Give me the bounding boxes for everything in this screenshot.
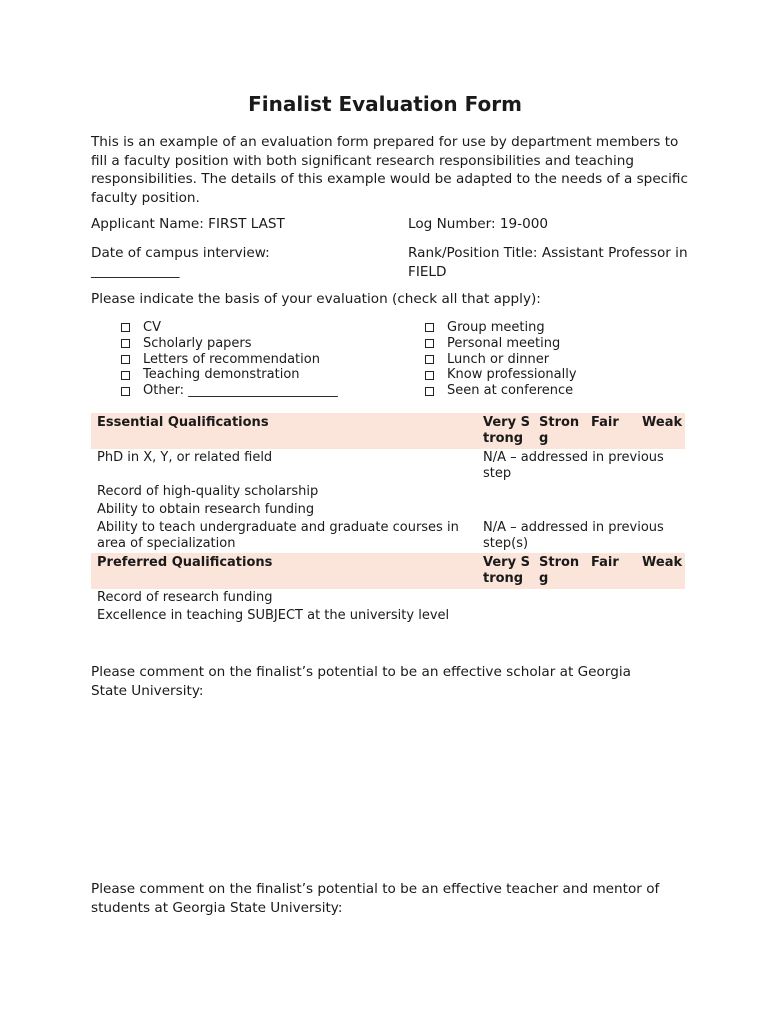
table-row xyxy=(91,449,685,483)
table-row xyxy=(91,589,685,607)
rating-fair: Fair xyxy=(584,413,635,449)
checkbox-icon[interactable] xyxy=(425,371,434,380)
checkbox-icon[interactable] xyxy=(425,387,434,396)
checkbox-icon[interactable] xyxy=(425,323,434,332)
qualification-label: Ability to teach undergraduate and graduate courses in area of specialization xyxy=(97,520,459,551)
rating-fair: Fair xyxy=(584,553,635,589)
preferred-header-row xyxy=(91,553,685,589)
checkbox-icon[interactable] xyxy=(121,387,130,396)
qualification-note: N/A – addressed in previous step(s) xyxy=(483,520,664,551)
log-number: Log Number: 19-000 xyxy=(408,216,549,232)
checkbox-label: Personal meeting xyxy=(447,335,561,351)
qualification-label: Excellence in teaching SUBJECT at the university level xyxy=(97,608,450,623)
qualification-note xyxy=(476,501,685,519)
qualification-label: Ability to obtain research funding xyxy=(97,502,315,517)
checkbox-label: Seen at conference xyxy=(447,383,574,399)
checkbox-icon[interactable] xyxy=(121,371,130,380)
intro-paragraph: This is an example of an evaluation form prepared for use by department members to fill a faculty position with both significant research responsibilities and teaching responsibilities. The details of this example would be adapted to the needs of a specific faculty position. xyxy=(91,134,688,206)
checkbox-label: Know professionally xyxy=(447,367,577,383)
basis-prompt: Please indicate the basis of your evaluation (check all that apply): xyxy=(91,291,541,307)
comment-teacher-prompt: Please comment on the finalist’s potential to be an effective teacher and mentor of students at Georgia State University: xyxy=(91,881,660,916)
checkbox-label: Lunch or dinner xyxy=(447,351,550,367)
qualification-note xyxy=(476,483,685,501)
checkbox-item[interactable] xyxy=(425,352,577,368)
rating-very-strong: Very Strong xyxy=(476,553,532,589)
checkbox-item[interactable] xyxy=(121,320,338,336)
checkbox-icon[interactable] xyxy=(425,339,434,348)
checkbox-item[interactable] xyxy=(425,367,577,383)
qualification-label: Record of research funding xyxy=(97,590,273,605)
rating-strong: Strong xyxy=(532,413,584,449)
checkbox-label: CV xyxy=(143,320,161,335)
rating-strong: Strong xyxy=(532,553,584,589)
rating-weak: Weak xyxy=(635,413,685,449)
checkbox-label: Other: _______________________ xyxy=(143,383,338,399)
checkbox-label: Letters of recommendation xyxy=(143,351,320,367)
checkbox-item[interactable] xyxy=(425,383,577,399)
qualification-note: N/A – addressed in previous step xyxy=(483,450,664,481)
applicant-name: Applicant Name: FIRST LAST xyxy=(91,216,285,232)
basis-checklist-right xyxy=(425,320,577,399)
form-title: Finalist Evaluation Form xyxy=(248,92,522,116)
table-row xyxy=(91,501,685,519)
basis-checklist-left xyxy=(121,320,338,399)
checkbox-label: Scholarly papers xyxy=(143,335,252,351)
checkbox-item[interactable] xyxy=(121,352,338,368)
preferred-heading: Preferred Qualifications xyxy=(91,553,476,589)
table-row xyxy=(91,483,685,501)
checkbox-label: Group meeting xyxy=(447,320,545,335)
checkbox-item[interactable] xyxy=(425,320,577,336)
checkbox-icon[interactable] xyxy=(121,355,130,364)
checkbox-icon[interactable] xyxy=(121,339,130,348)
essential-heading: Essential Qualifications xyxy=(91,413,476,449)
checkbox-icon[interactable] xyxy=(425,355,434,364)
qualification-note xyxy=(476,589,685,607)
comment-scholar-prompt: Please comment on the finalist’s potential to be an effective scholar at Georgia State University: xyxy=(91,664,631,699)
table-row xyxy=(91,607,685,625)
table-row xyxy=(91,519,685,553)
rating-very-strong: Very Strong xyxy=(476,413,532,449)
checkbox-item[interactable] xyxy=(121,383,338,399)
essential-header-row xyxy=(91,413,685,449)
checkbox-item[interactable] xyxy=(121,367,338,383)
qualifications-table xyxy=(91,413,685,625)
campus-interview-blank[interactable]: _____________ xyxy=(91,263,180,279)
qualification-label: Record of high-quality scholarship xyxy=(97,484,319,499)
checkbox-item[interactable] xyxy=(121,336,338,352)
checkbox-label: Teaching demonstration xyxy=(143,367,300,383)
checkbox-icon[interactable] xyxy=(121,323,130,332)
rating-weak: Weak xyxy=(635,553,685,589)
qualification-label: PhD in X, Y, or related field xyxy=(97,450,273,465)
rank-position-title: Rank/Position Title: Assistant Professor in FIELD xyxy=(408,245,688,280)
campus-interview-label: Date of campus interview: xyxy=(91,245,270,261)
qualification-note xyxy=(476,607,685,625)
checkbox-item[interactable] xyxy=(425,336,577,352)
